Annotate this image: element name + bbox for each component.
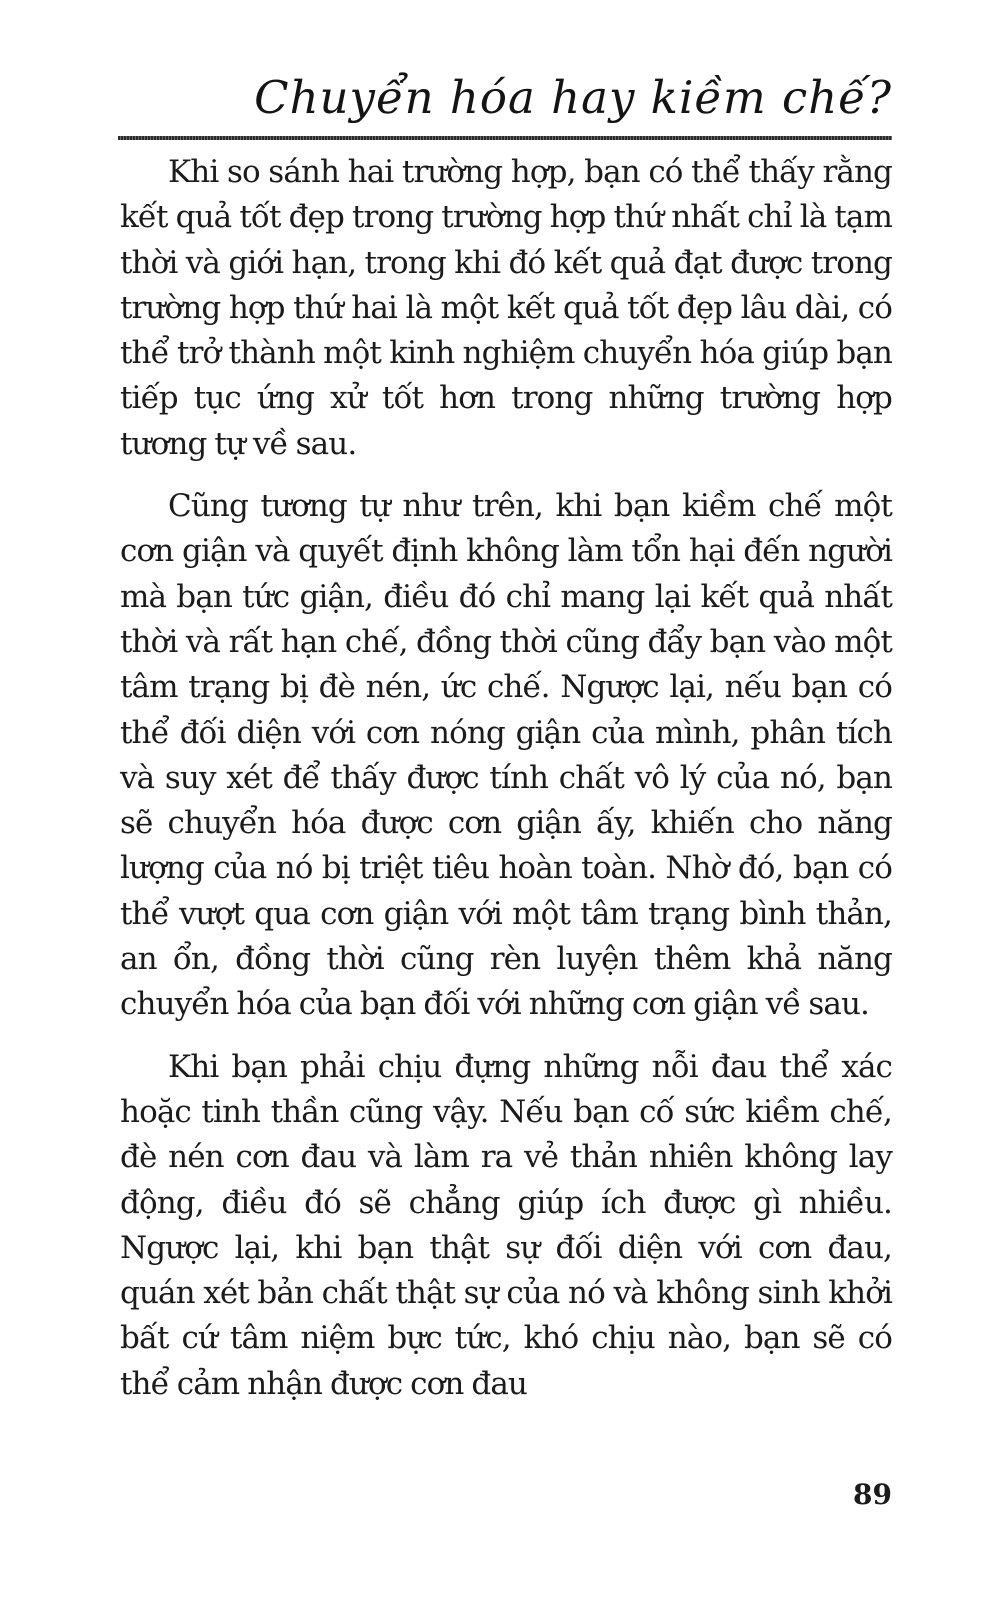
header-rule [118,136,892,140]
running-header-title: Chuyển hóa hay kiềm chế? [254,71,892,124]
page-number: 89 [853,1478,892,1511]
paragraph-2: Cũng tương tự như trên, khi bạn kiềm chế một cơn giận và quyết định không làm tổn hại đến người mà bạn tức giận, điều đó chỉ mang lại kết quả nhất thời và rất hạn chế, đồng thời cũng đẩy bạn vào một tâm trạng bị đè nén, ức chế. Ngược lại, nếu bạn có thể đối diện với cơn nóng giận của mình, phân tích và suy xét để thấy được tính chất vô lý của nó, bạn sẽ chuyển hóa được cơn giận ấy, khiến cho năng lượng của nó bị triệt tiêu hoàn toàn. Nhờ đó, bạn có thể vượt qua cơn giận với một tâm trạng bình thản, an ổn, đồng thời cũng rèn luyện thêm khả năng chuyển hóa của bạn đối với những cơn giận về sau. [120,488,892,1023]
paragraph-1: Khi so sánh hai trường hợp, bạn có thể thấy rằng kết quả tốt đẹp trong trường hợp thứ nhất chỉ là tạm thời và giới hạn, trong khi đó kết quả đạt được trong trường hợp thứ hai là một kết quả tốt đẹp lâu dài, có thể trở thành một kinh nghiệm chuyển hóa giúp bạn tiếp tục ứng xử tốt hơn trong những trường hợp tương tự về sau. [120,154,892,462]
body-text [120,150,892,1424]
paragraph-3: Khi bạn phải chịu đựng những nỗi đau thể xác hoặc tinh thần cũng vậy. Nếu bạn cố sức kiềm chế, đè nén cơn đau và làm ra vẻ thản nhiên không lay động, điều đó sẽ chẳng giúp ích được gì nhiều. Ngược lại, khi bạn thật sự đối diện với cơn đau, quán xét bản chất thật sự của nó và không sinh khởi bất cứ tâm niệm bực tức, khó chịu nào, bạn sẽ có thể cảm nhận được cơn đau [120,1048,892,1402]
